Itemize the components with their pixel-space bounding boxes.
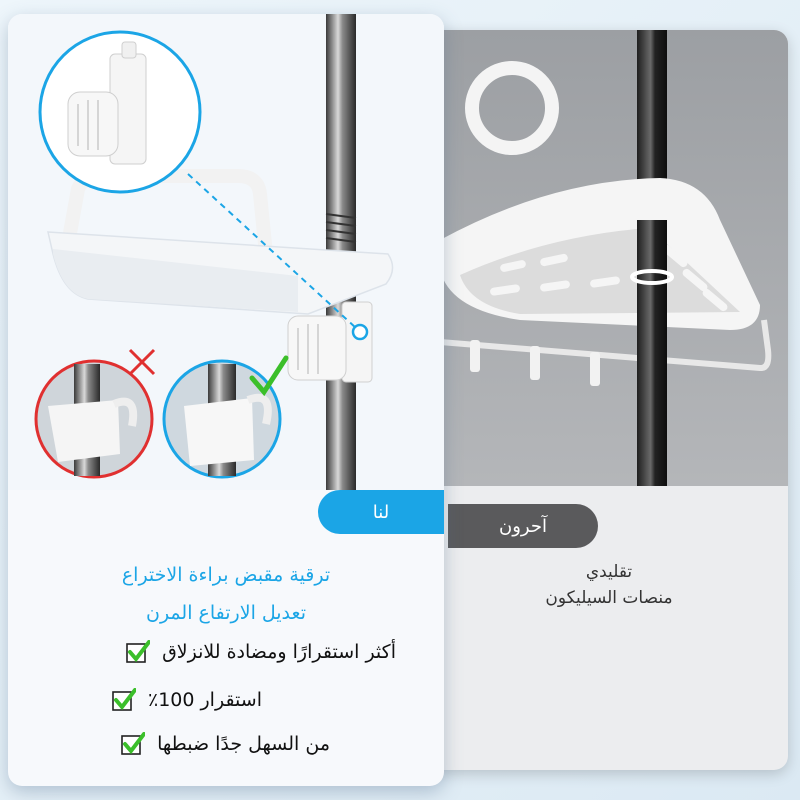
silicone-ring	[472, 68, 552, 148]
feature-row	[112, 688, 262, 712]
feature-row	[121, 732, 330, 756]
feature-text: استقرار 100٪	[147, 689, 262, 711]
our-tab: لنا	[318, 490, 444, 534]
headline: ترقية مقبض براءة الاختراع	[121, 564, 331, 586]
checkbox-check-icon	[121, 732, 145, 756]
feature-row	[126, 640, 396, 664]
callout-dot	[353, 325, 367, 339]
red-x-mark	[130, 350, 154, 374]
feature-text: أكثر استقرارًا ومضادة للانزلاق	[162, 641, 396, 663]
silicone-shelf-photo	[430, 30, 788, 486]
competitors-tab: آحرون	[448, 504, 598, 548]
feature-text: من السهل جدًا ضبطها	[157, 733, 330, 755]
checkbox-check-icon	[126, 640, 150, 664]
patent-clamp-photo	[8, 14, 444, 490]
competitor-title: تقليدي	[585, 562, 633, 582]
checkbox-check-icon	[112, 688, 136, 712]
our-product-panel	[8, 14, 444, 786]
competitor-panel	[430, 30, 788, 770]
subheadline: تعديل الارتفاع المرن	[146, 602, 306, 624]
competitor-subtitle: منصات السيليكون	[545, 588, 673, 608]
